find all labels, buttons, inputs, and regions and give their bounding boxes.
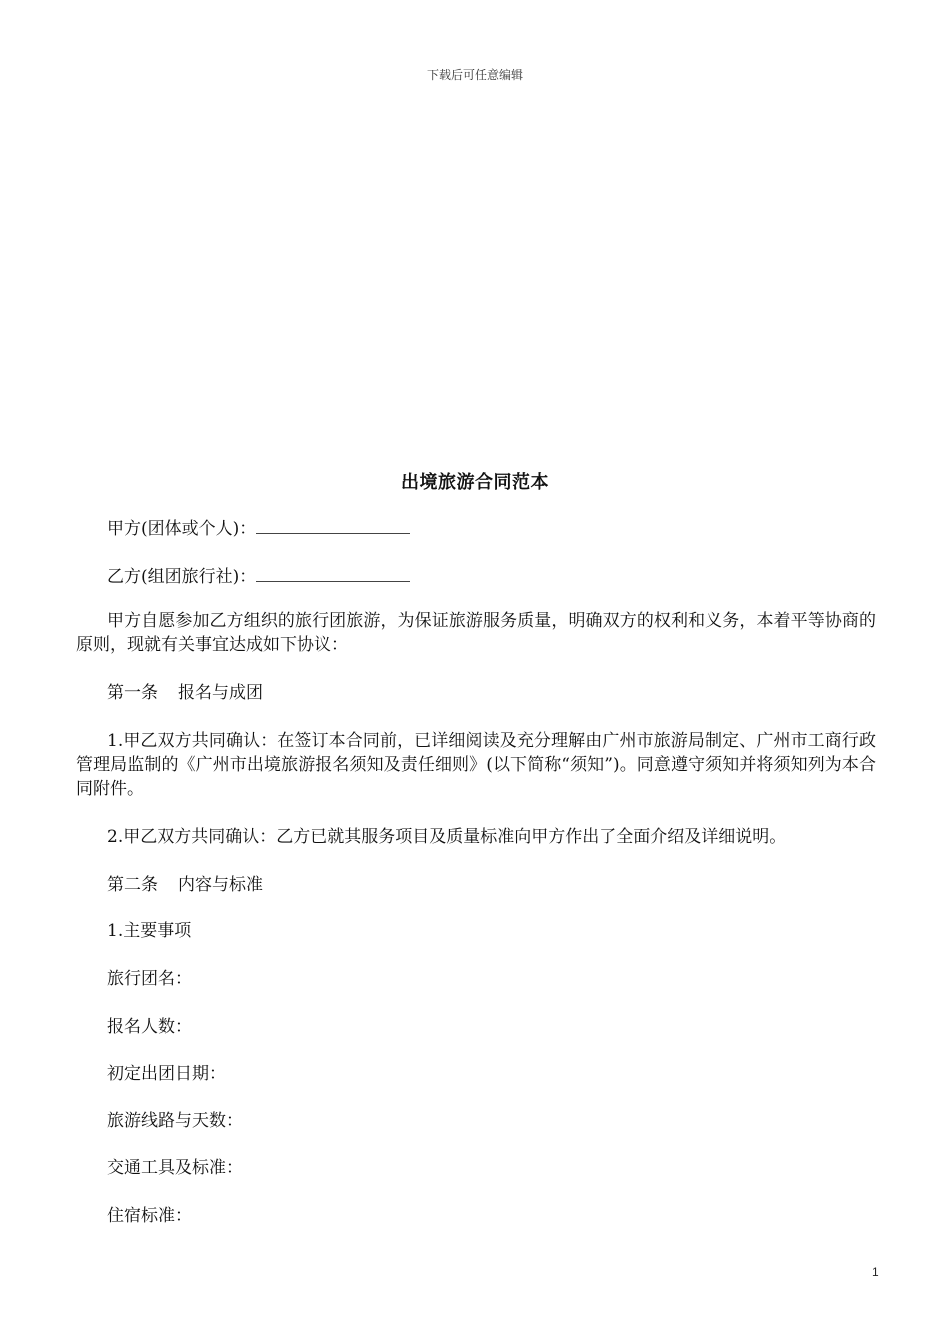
article2-number: 第二条 bbox=[107, 875, 158, 895]
party-a-label: 甲方(团体或个人)： bbox=[107, 519, 257, 539]
article2-item1: 1.主要事项 bbox=[107, 921, 192, 941]
article1-item1: 1.甲乙双方共同确认：在签订本合同前，已详细阅读及充分理解由广州市旅游局制定、广州市工商行政管理局监制的《广州市出境旅游报名须知及责任细则》(以下简称“须知”)。同意遵守须知并将须知列为本合同附件。 bbox=[76, 731, 876, 799]
party-b-blank[interactable] bbox=[256, 563, 410, 582]
field-departure-date: 初定出团日期： bbox=[107, 1064, 226, 1084]
field-transport: 交通工具及标准： bbox=[107, 1158, 243, 1178]
header-note: 下载后可任意编辑 bbox=[426, 68, 523, 82]
article1-title: 报名与成团 bbox=[178, 683, 263, 703]
article1-item2: 2.甲乙双方共同确认：乙方已就其服务项目及质量标准向甲方作出了全面介绍及详细说明。 bbox=[107, 827, 787, 847]
party-a-line bbox=[76, 515, 907, 541]
intro-paragraph: 甲方自愿参加乙方组织的旅行团旅游，为保证旅游服务质量，明确双方的权利和义务，本着平等协商的原则，现就有关事宜达成如下协议： bbox=[76, 611, 876, 655]
field-accommodation: 住宿标准： bbox=[107, 1206, 192, 1226]
article1-number: 第一条 bbox=[107, 683, 158, 703]
document-title: 出境旅游合同范本 bbox=[401, 472, 549, 493]
party-b-label: 乙方(组团旅行社)： bbox=[107, 567, 257, 587]
article1-heading bbox=[76, 681, 907, 705]
party-b-line bbox=[76, 563, 907, 589]
field-tour-name: 旅行团名： bbox=[107, 969, 192, 989]
party-a-blank[interactable] bbox=[256, 515, 410, 534]
page-number: 1 bbox=[872, 1265, 879, 1279]
field-participants: 报名人数： bbox=[107, 1017, 192, 1037]
article2-title: 内容与标准 bbox=[178, 875, 263, 895]
field-route-days: 旅游线路与天数： bbox=[107, 1111, 243, 1131]
article2-heading bbox=[76, 873, 907, 897]
